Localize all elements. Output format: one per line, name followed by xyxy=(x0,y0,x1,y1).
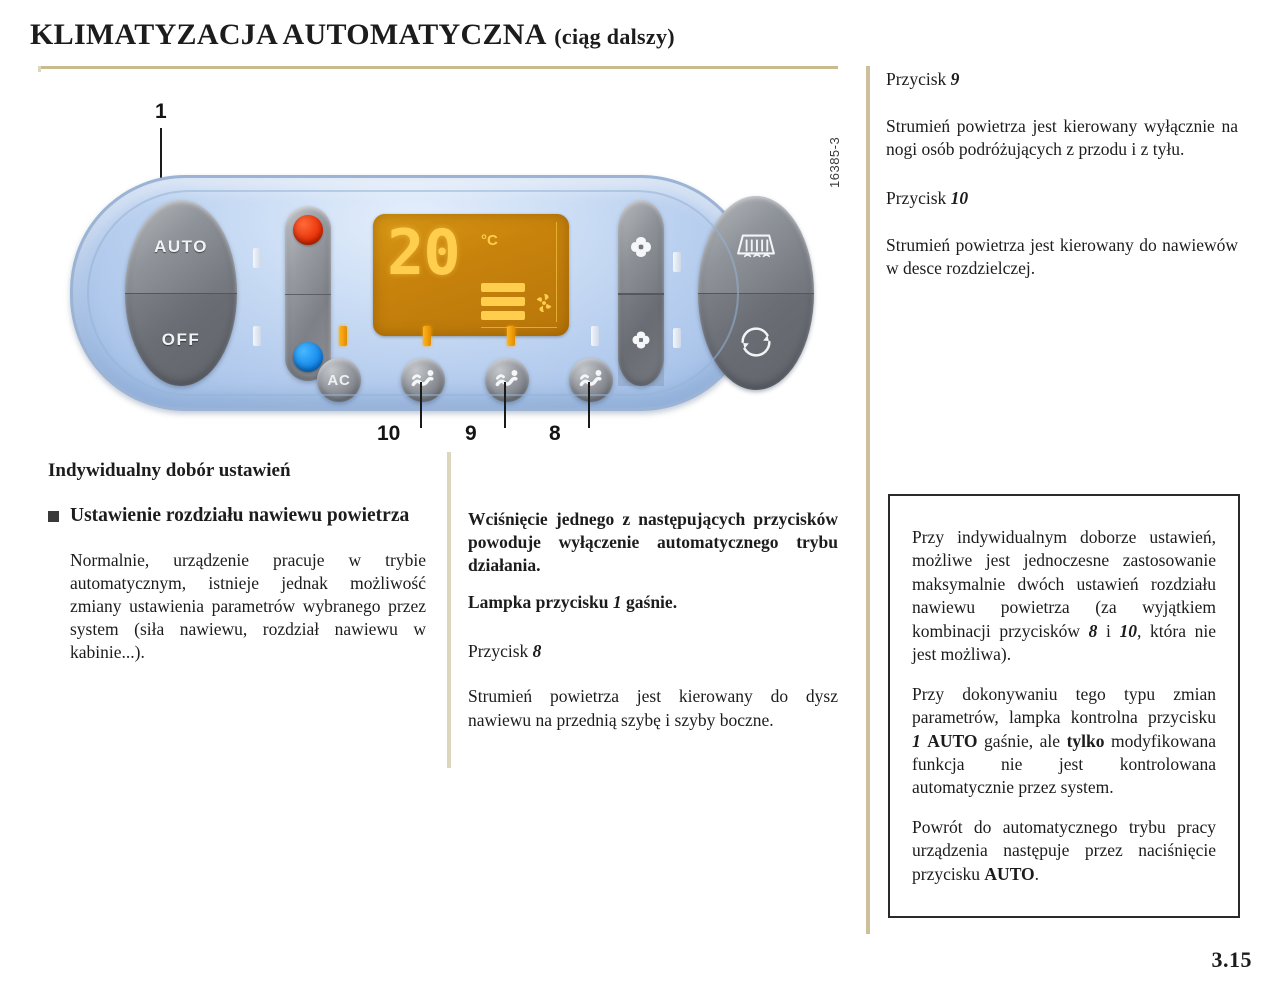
fan-speed-icon xyxy=(533,290,555,316)
temperature-slider-control[interactable] xyxy=(285,206,331,381)
airflow-feet-icon xyxy=(493,366,521,394)
right-column-button9-body: Strumień powietrza jest kierowany wyłącznie na nogi osób podróżujących z przodu i z tyłu. xyxy=(886,116,1238,160)
column-divider-right xyxy=(866,66,870,934)
lamp-suffix: gaśnie. xyxy=(621,592,678,613)
callout-label-10: 10 xyxy=(377,422,401,445)
middle-column-button8-body: Strumień powietrza jest kierowany do dysz nawiewu na przednią szybę i szyby boczne. xyxy=(468,686,838,730)
lcd-temperature-unit: °C xyxy=(481,232,498,249)
bullet-square-icon xyxy=(48,511,59,522)
button8-number: 8 xyxy=(532,641,542,662)
button10-prefix: Przycisk xyxy=(886,188,951,209)
callout-label-9: 9 xyxy=(465,422,477,445)
led-indicator-auto xyxy=(253,248,261,268)
climate-control-panel-figure xyxy=(40,70,850,460)
climate-lcd-display xyxy=(373,214,569,336)
led-indicator-airflow-10 xyxy=(423,326,431,346)
note-paragraph-3 xyxy=(912,816,1216,886)
hot-temperature-dot-icon xyxy=(293,215,323,245)
note-p2-b: gaśnie, ale xyxy=(977,730,1067,751)
off-button-label: OFF xyxy=(161,329,201,349)
climate-panel-body xyxy=(70,175,756,411)
callout-label-1: 1 xyxy=(155,100,167,123)
note-p1-b: i xyxy=(1097,620,1120,641)
led-indicator-airflow-9 xyxy=(507,326,515,346)
note-p2-c: modyfikowana funkcja nie jest kontrolowana automatycznie przez system. xyxy=(912,730,1217,798)
airflow-button-10[interactable] xyxy=(401,358,445,402)
auto-off-rocker-button[interactable] xyxy=(125,200,237,386)
right-column-button10-body: Strumień powietrza jest kierowany do nawiewów w desce rozdzielczej. xyxy=(886,235,1238,279)
note-p2-bold: tylko xyxy=(1066,730,1105,751)
right-column-button10-heading xyxy=(886,187,1238,210)
left-column-heading: Indywidualny dobór ustawień xyxy=(48,460,291,481)
callout-leader-9 xyxy=(504,382,506,428)
air-recirculation-button[interactable] xyxy=(698,293,814,390)
lamp-prefix: Lampka przycisku xyxy=(468,592,613,613)
figure-reference-number: 16385-3 xyxy=(827,136,842,188)
led-indicator-airflow-8 xyxy=(591,326,599,346)
lcd-temperature-value: 20 xyxy=(387,216,460,289)
note-p2-number-1: 1 xyxy=(912,730,921,751)
top-rule-left xyxy=(38,66,838,69)
callout-label-8: 8 xyxy=(549,422,561,445)
column-divider-middle xyxy=(447,452,451,768)
slider-divider xyxy=(285,294,331,296)
airflow-button-9[interactable] xyxy=(485,358,529,402)
defrost-recirculation-rocker-button[interactable] xyxy=(698,196,814,390)
left-column-body: Normalnie, urządzenie pracuje w trybie automatycznym, istnieje jednak możliwość zmiany ustawienia parametrów wybranego przez system (siła nawiewu, rozdział nawiewu w kabinie...). xyxy=(70,549,426,663)
led-indicator-fan-down xyxy=(673,328,681,348)
fan-speed-decrease-button[interactable] xyxy=(618,293,664,386)
led-indicator-off xyxy=(253,326,261,346)
note-p1-number-8: 8 xyxy=(1088,620,1098,641)
fan-icon xyxy=(630,329,652,351)
page-title xyxy=(30,18,675,52)
middle-column-intro: Wciśnięcie jednego z następujących przycisków powoduje wyłączenie automatycznego trybu działania. xyxy=(468,509,838,576)
left-column-bullet xyxy=(48,503,426,537)
note-p1-a: Przy indywidualnym doborze ustawień, możliwe jest jednoczesne zastosowanie maksymalnie dwóch ustawień rozdziału nawiewu powietrza (za wyjątkiem kombinacji przycisków xyxy=(912,527,1216,641)
right-column xyxy=(886,68,1238,295)
note-p3-auto: AUTO xyxy=(984,863,1035,884)
fan-speed-rocker-button[interactable] xyxy=(618,200,664,386)
lcd-frame-vertical xyxy=(556,222,557,322)
note-box xyxy=(888,494,1240,918)
left-column xyxy=(48,458,426,678)
left-column-subheading: Ustawienie rozdziału nawiewu powietrza xyxy=(70,505,410,527)
middle-column xyxy=(468,508,838,746)
ac-button[interactable] xyxy=(317,358,361,402)
middle-column-button8-heading xyxy=(468,640,838,663)
callout-leader-8 xyxy=(588,382,590,428)
auto-button-label: AUTO xyxy=(154,236,208,256)
button10-number: 10 xyxy=(950,188,969,209)
note-p1-c: , która nie jest możliwa). xyxy=(912,620,1216,665)
note-p1-number-10: 10 xyxy=(1119,620,1138,641)
page-number: 3.15 xyxy=(1211,947,1252,972)
page-title-main: KLIMATYZACJA AUTOMATYCZNA xyxy=(30,18,547,51)
airflow-windscreen-icon xyxy=(577,366,605,394)
lcd-frame-horizontal xyxy=(481,327,557,328)
led-indicator-ac xyxy=(339,326,347,346)
off-button[interactable] xyxy=(125,293,237,386)
cold-temperature-dot-icon xyxy=(293,342,323,372)
note-p2-auto: AUTO xyxy=(927,730,978,751)
airflow-button-8[interactable] xyxy=(569,358,613,402)
button9-prefix: Przycisk xyxy=(886,69,951,89)
led-indicator-fan-up xyxy=(673,252,681,272)
page-title-continued: (ciąg dalszy) xyxy=(554,24,675,49)
button9-number: 9 xyxy=(950,69,960,89)
air-recirculation-icon xyxy=(735,321,777,363)
lamp-number: 1 xyxy=(612,592,622,613)
note-p2-a: Przy dokonywaniu tego typu zmian parametrów, lampka kontrolna przycisku xyxy=(912,683,1216,728)
right-column-button9-heading xyxy=(886,68,1238,91)
ac-button-label: AC xyxy=(327,371,351,389)
fan-speed-increase-button[interactable] xyxy=(618,200,664,293)
rear-windscreen-defrost-icon xyxy=(734,229,778,261)
airflow-dashboard-vents-icon xyxy=(409,366,437,394)
button8-prefix: Przycisk xyxy=(468,641,533,662)
note-paragraph-2 xyxy=(912,683,1216,800)
middle-column-lamp-note xyxy=(468,591,838,614)
callout-leader-10 xyxy=(420,382,422,428)
rear-defrost-button[interactable] xyxy=(698,196,814,294)
fan-icon xyxy=(628,234,654,260)
airflow-bars-icon xyxy=(481,283,525,320)
auto-button[interactable] xyxy=(125,200,237,294)
note-p3-b: . xyxy=(1034,863,1040,884)
note-p3-a: Powrót do automatycznego trybu pracy urządzenia następuje przez naciśnięcie przycisku xyxy=(912,816,1216,884)
note-paragraph-1 xyxy=(912,526,1216,667)
